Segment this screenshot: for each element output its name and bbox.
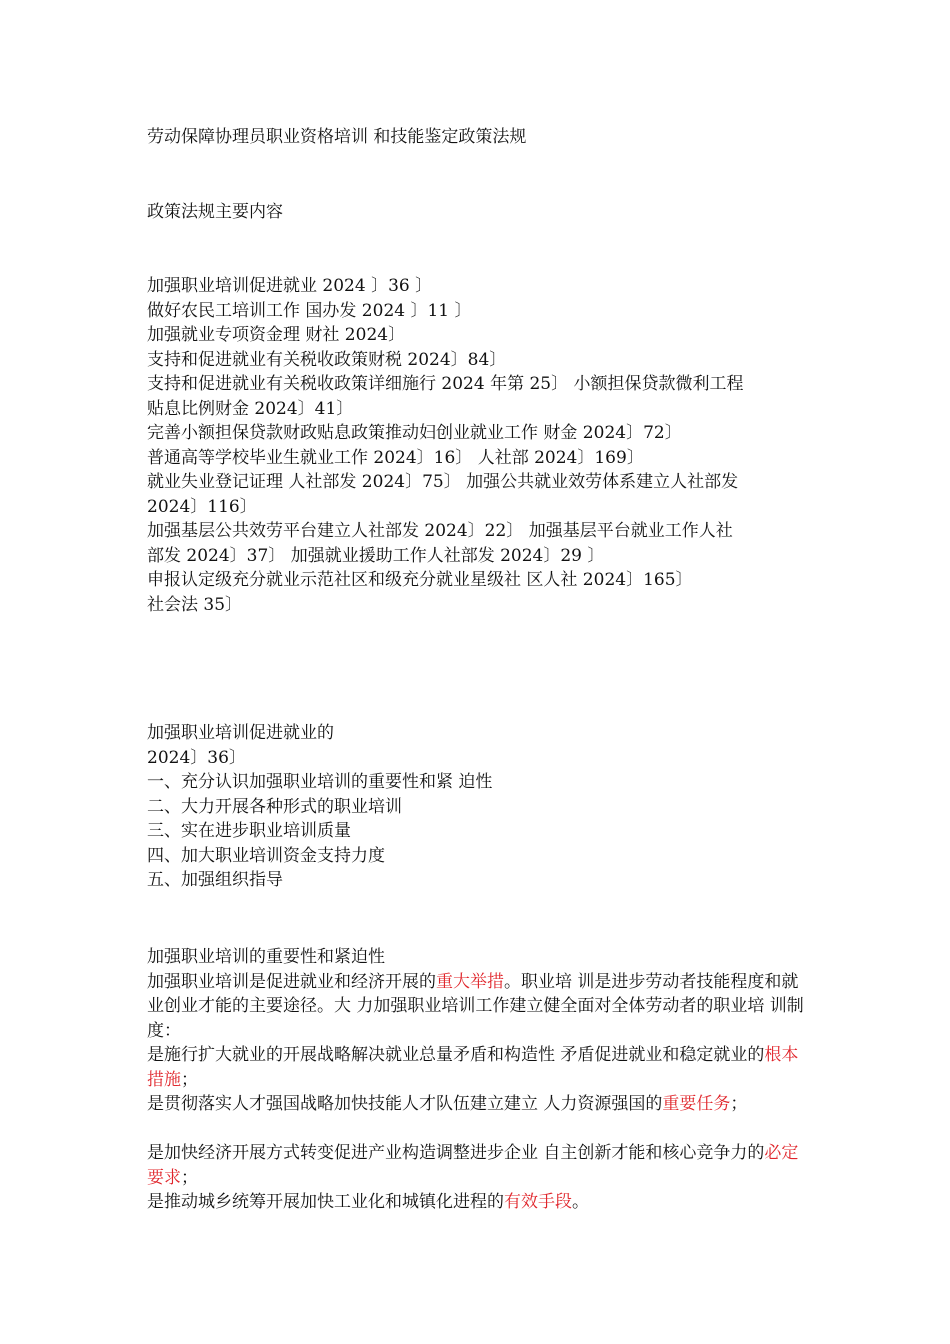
policy-list-item: 2024〕116〕 [147,496,257,517]
policy-list-item: 加强基层公共效劳平台建立人社部发 2024〕22〕 加强基层平台就业工作人社 [147,521,733,541]
paragraph-3: 是贯彻落实人才强国战略加快技能人才队伍建立建立 人力资源强国的重要任务； [147,1094,748,1114]
paragraph-2: 是施行扩大就业的开展战略解决就业总量矛盾和构造性 矛盾促进就业和稳定就业的根本措施； [147,1045,799,1090]
highlight-text: 重大举措 [436,971,504,992]
section-importance [147,945,812,1215]
outline-item: 一、充分认识加强职业培训的重要性和紧 迫性 [147,772,493,792]
policy-list-item: 贴息比例财金 2024〕41〕 [147,398,354,419]
policy-list-item: 支持和促进就业有关税收政策详细施行 2024 年第 25〕 小额担保贷款微利工程 [147,374,744,394]
outline-item: 四、加大职业培训资金支持力度 [147,845,385,866]
policy-list-item: 加强就业专项资金理 财社 2024〕 [147,325,406,345]
highlight-text: 有效手段 [504,1192,572,1212]
policy-list-item: 社会法 35〕 [147,594,243,615]
paragraph-5: 是推动城乡统筹开展加快工业化和城镇化进程的有效手段。 [147,1192,589,1212]
paragraph-1: 加强职业培训是促进就业和经济开展的重大举措。职业培 训是进步劳动者技能程度和就业创业才能的主要途径。大 力加强职业培训工作建立健全面对全体劳动者的职业培 训制度： [147,971,804,1041]
highlight-text: 重要任务 [662,1094,731,1114]
policy-list-item: 部发 2024〕37〕 加强就业援助工作人社部发 2024〕29 〕 [147,545,605,566]
policy-list-item: 加强职业培训促进就业 2024 〕36 〕 [147,276,433,296]
policy-list-item: 就业失业登记证理 人社部发 2024〕75〕 加强公共就业效劳体系建立人社部发 [147,472,739,492]
paragraph-4: 是加快经济开展方式转变促进产业构造调整进步企业 自主创新才能和核心竞争力的必定要求； [147,1143,799,1188]
policy-list-item: 普通高等学校毕业生就业工作 2024〕16〕 人社部 2024〕169〕 [147,447,644,468]
document-number: 2024〕36〕 [147,747,246,768]
policy-list-item: 支持和促进就业有关税收政策财税 2024〕84〕 [147,349,507,370]
policy-list [147,274,812,617]
section-heading: 加强职业培训促进就业的 [147,723,334,743]
document-title: 劳动保障协理员职业资格培训 和技能鉴定政策法规 [147,127,527,147]
outline-item: 三、实在进步职业培训质量 [147,821,351,841]
policy-list-item: 完善小额担保贷款财政贴息政策推动妇创业就业工作 财金 2024〕72〕 [147,423,682,443]
outline-item: 二、大力开展各种形式的职业培训 [147,796,402,817]
highlight-text: 根本措施 [147,1045,799,1090]
section-heading: 加强职业培训的重要性和紧迫性 [147,947,385,967]
highlight-text: 必定要求 [147,1143,799,1188]
section-subtitle: 政策法规主要内容 [147,202,283,222]
policy-list-item: 做好农民工培训工作 国办发 2024 〕11 〕 [147,300,472,321]
section-outline [147,721,812,893]
outline-item: 五、加强组织指导 [147,870,283,890]
policy-list-item: 申报认定级充分就业示范社区和级充分就业星级社 区人社 2024〕165〕 [147,570,693,590]
